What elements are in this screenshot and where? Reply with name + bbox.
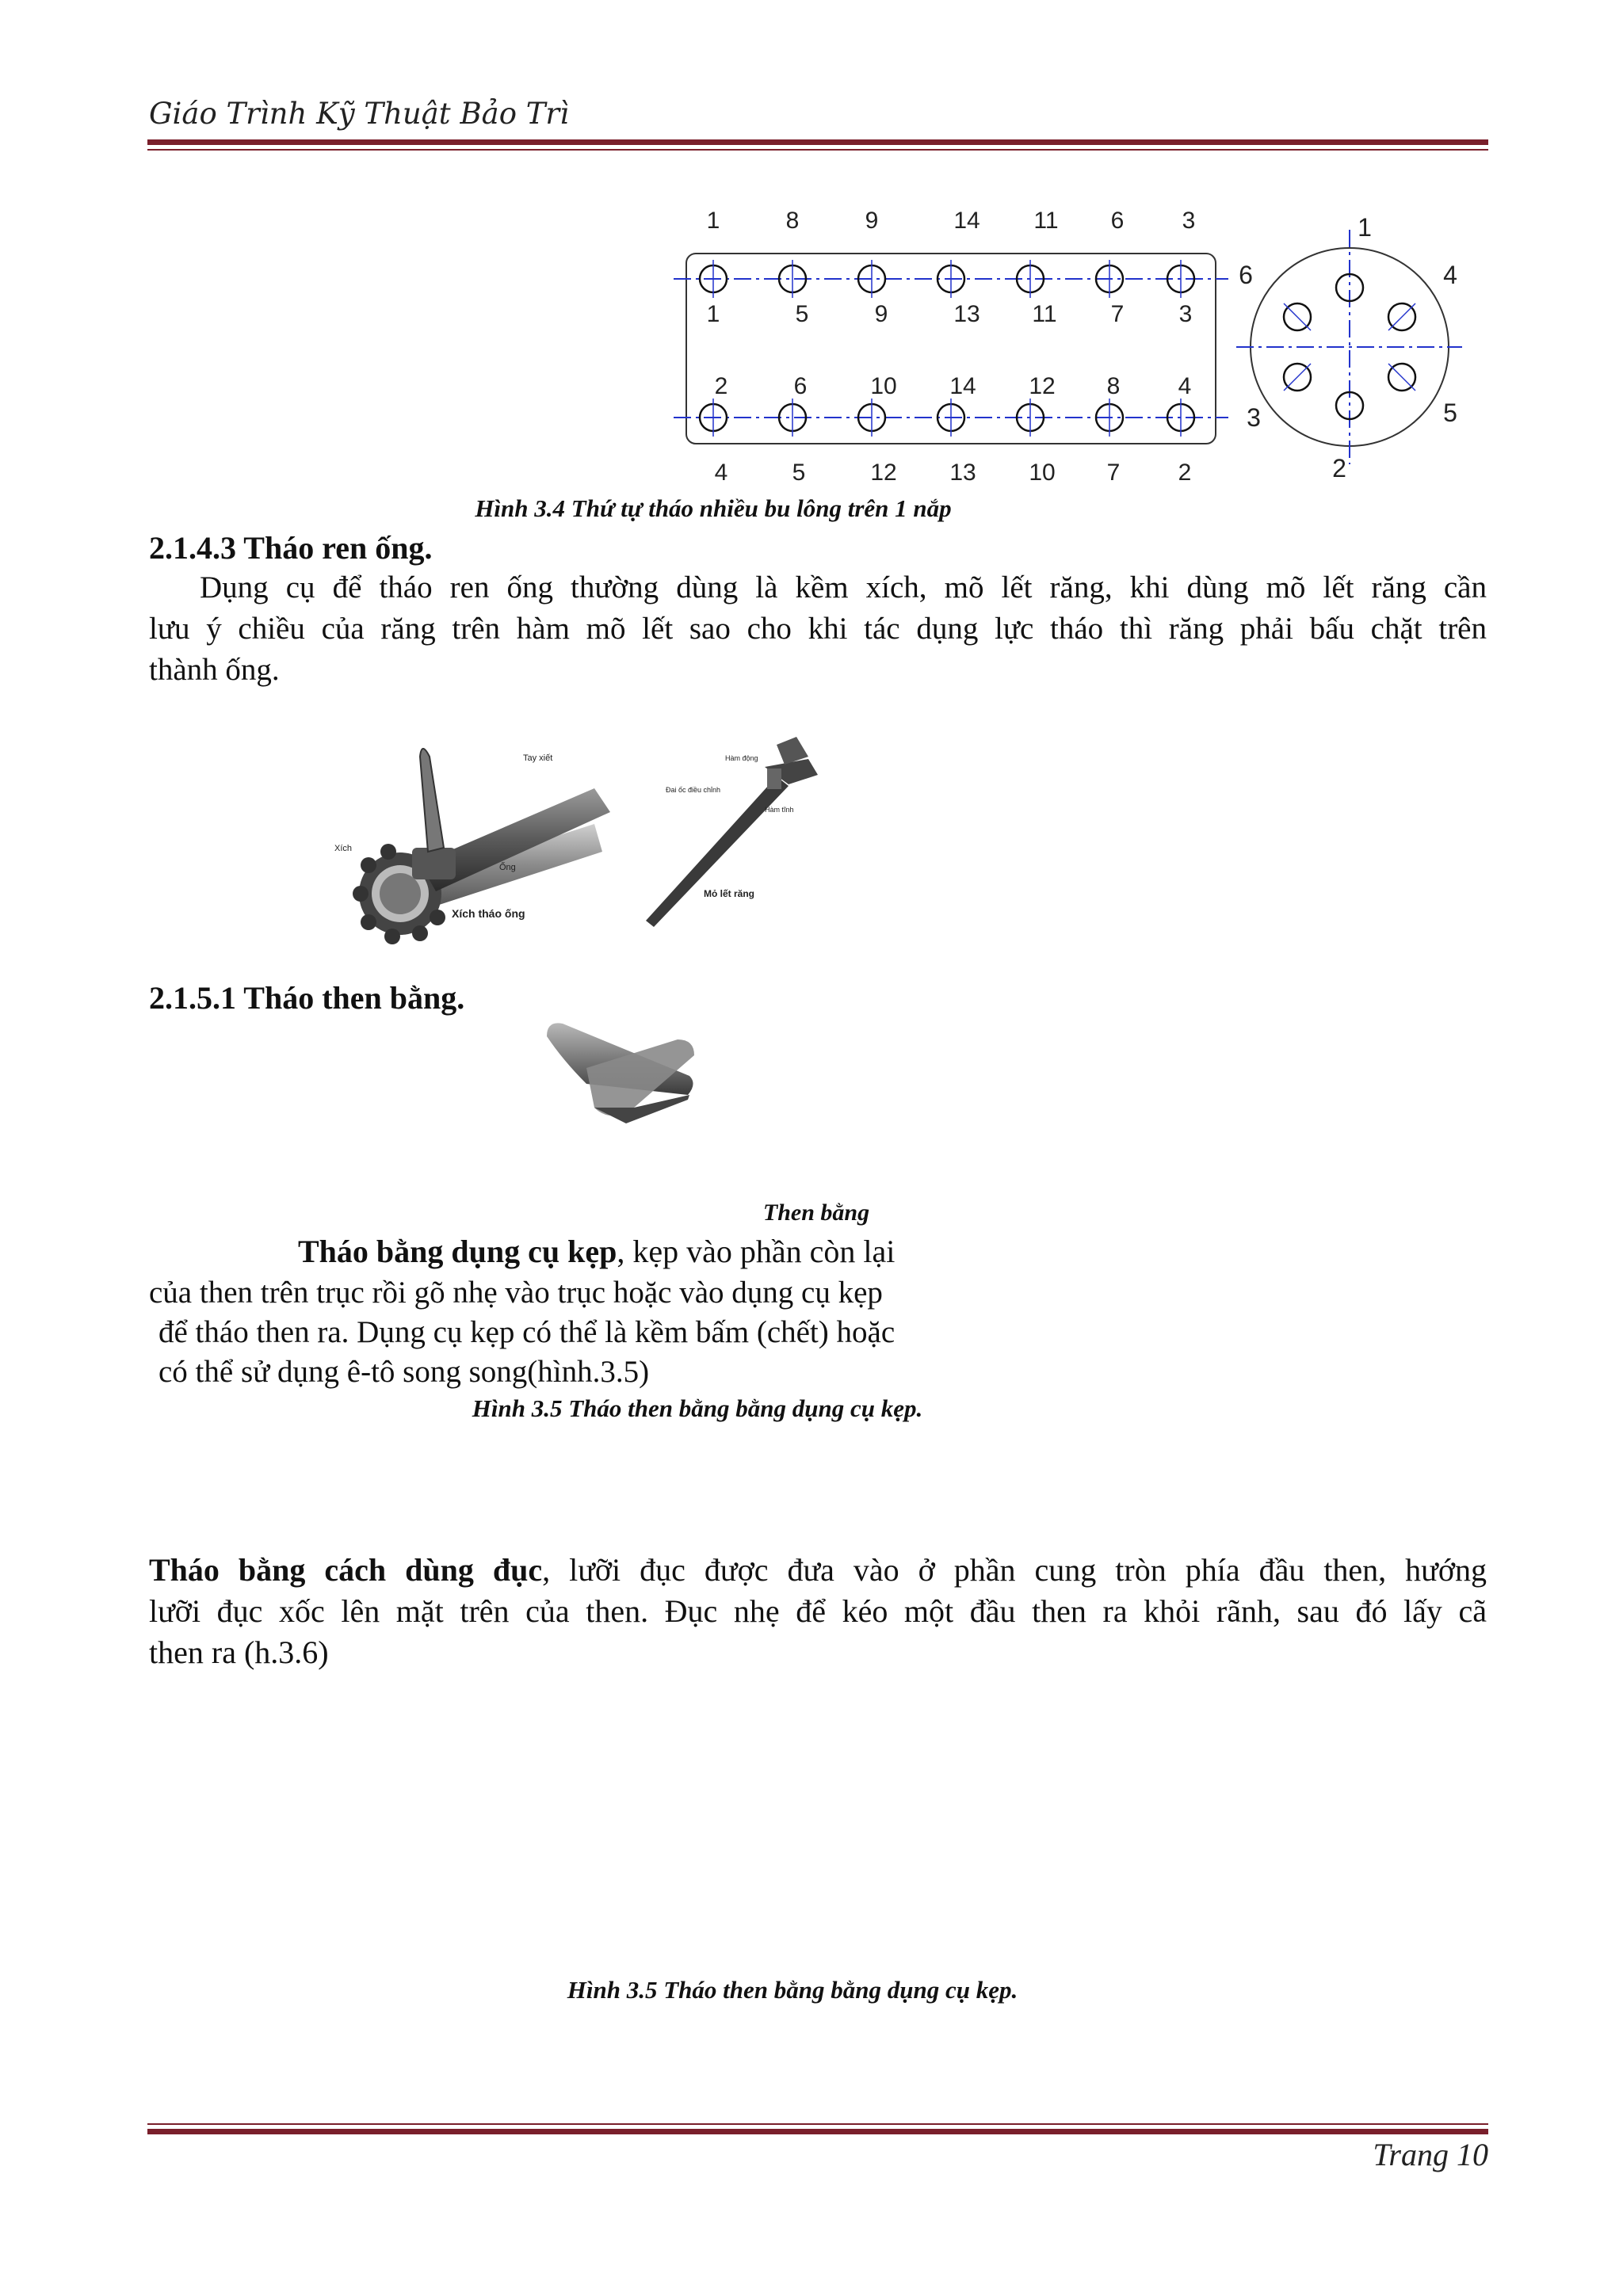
footer-rule (147, 2123, 1488, 2134)
page-number: Trang 10 (1373, 2137, 1488, 2172)
bottom-number: 5 (792, 460, 806, 486)
circular-cover (1236, 230, 1462, 464)
pipe-wrench-image (646, 737, 818, 927)
top-number: 9 (865, 208, 879, 234)
row1-number: 3 (1178, 301, 1193, 327)
label-adjust-nut: Đai ốc điều chỉnh (666, 786, 721, 794)
label-handle: Tay xiết (523, 753, 553, 763)
row1-number: 13 (953, 301, 980, 327)
bottom-number: 13 (949, 460, 976, 486)
chisel-paragraph-line: lưỡi đục xốc lên mặt trên của then. Đục nhẹ để kéo một đầu then ra khỏi rãnh, sau đó lấy cã (149, 1593, 1487, 1629)
flat-key-caption: Then bằng (762, 1199, 870, 1226)
chain-wrench-image (334, 749, 610, 944)
pipe-tools-figure (333, 713, 840, 951)
bottom-number: 2 (1178, 460, 1192, 486)
top-number: 11 (1033, 208, 1059, 234)
row1-number: 5 (795, 301, 809, 327)
bottom-number: 4 (714, 460, 728, 486)
circle-number: 5 (1443, 399, 1457, 427)
top-number: 6 (1110, 208, 1125, 234)
clamp-method-bold: Tháo bằng dụng cụ kẹp (298, 1234, 617, 1269)
row2-number: 14 (949, 373, 976, 399)
bolt-sequence-diagram (666, 198, 1474, 491)
row2-number: 10 (870, 373, 897, 399)
row1-number: 11 (1032, 301, 1057, 327)
label-movable-jaw: Hàm động (725, 754, 758, 762)
row1-number: 9 (874, 301, 888, 327)
row2-number: 2 (714, 373, 728, 399)
label-wrench-name: Mỏ lết răng (704, 888, 755, 899)
clamp-paragraph-line: để tháo then ra. Dụng cụ kẹp có thể là kềm bấm (chết) hoặc (158, 1315, 896, 1349)
label-chain: Xích (334, 844, 353, 853)
label-chain-name: Xích tháo ống (452, 907, 525, 920)
bottom-number: 12 (870, 460, 897, 486)
label-fixed-jaw: Hàm tĩnh (765, 806, 794, 814)
row2-number: 4 (1178, 373, 1192, 399)
top-number: 14 (953, 208, 980, 234)
row1-number: 7 (1110, 301, 1125, 327)
row2-number: 12 (1029, 373, 1056, 399)
top-number: 8 (785, 208, 800, 234)
section-2143-heading: 2.1.4.3 Tháo ren ống. (149, 530, 433, 566)
bottom-number: 7 (1106, 460, 1121, 486)
top-number: 3 (1182, 208, 1196, 234)
circle-number: 3 (1247, 403, 1261, 432)
clamp-method-rest: , kẹp vào phần còn lại (617, 1234, 896, 1269)
circle-number: 2 (1332, 454, 1346, 482)
chisel-method-rest: , lưỡi đục được đưa vào ở phần cung tròn phía đầu then, hướng (542, 1552, 1487, 1588)
section-2143-line: thành ống. (149, 653, 280, 687)
label-pipe: Ống (499, 863, 516, 872)
row2-number: 6 (793, 373, 808, 399)
chisel-paragraph-line1 (149, 1550, 1487, 1591)
figure-3-5-caption: Hình 3.5 Tháo then bằng bằng dụng cụ kẹp. (472, 1394, 923, 1422)
section-2151-heading: 2.1.5.1 Tháo then bằng. (149, 980, 465, 1016)
bottom-figure-caption: Hình 3.5 Tháo then bằng bằng dụng cụ kẹp. (567, 1976, 1018, 2004)
chisel-method-bold: Tháo bằng cách dùng đục (149, 1552, 543, 1588)
chisel-paragraph-line: then ra (h.3.6) (149, 1634, 329, 1670)
circle-number: 6 (1239, 261, 1253, 289)
section-2143-line: Dụng cụ để tháo ren ống thường dùng là kềm xích, mõ lết răng, khi dùng mõ lết răng cần (200, 570, 1487, 605)
figure-3-4-caption: Hình 3.4 Thứ tự tháo nhiều bu lông trên 1 nắp (475, 494, 952, 522)
row1-number: 1 (706, 301, 720, 327)
circle-number: 4 (1443, 261, 1457, 289)
circle-number: 1 (1358, 213, 1372, 242)
section-2143-line: lưu ý chiều của răng trên hàm mõ lết sao cho khi tác dụng lực tháo thì răng phải bấu chặt trên (149, 612, 1487, 646)
header-title: Giáo Trình Kỹ Thuật Bảo Trì (149, 97, 569, 131)
clamp-paragraph-line: của then trên trục rồi gõ nhẹ vào trục hoặc vào dụng cụ kẹp (149, 1276, 883, 1310)
clamp-paragraph-line: có thể sử dụng ê-tô song song(hình.3.5) (158, 1355, 650, 1389)
header-rule (147, 139, 1488, 151)
bottom-number: 10 (1029, 460, 1056, 486)
row2-number: 8 (1106, 373, 1121, 399)
top-number: 1 (706, 208, 720, 234)
clamp-paragraph-line1 (298, 1231, 895, 1272)
flat-key-image (539, 1013, 697, 1131)
